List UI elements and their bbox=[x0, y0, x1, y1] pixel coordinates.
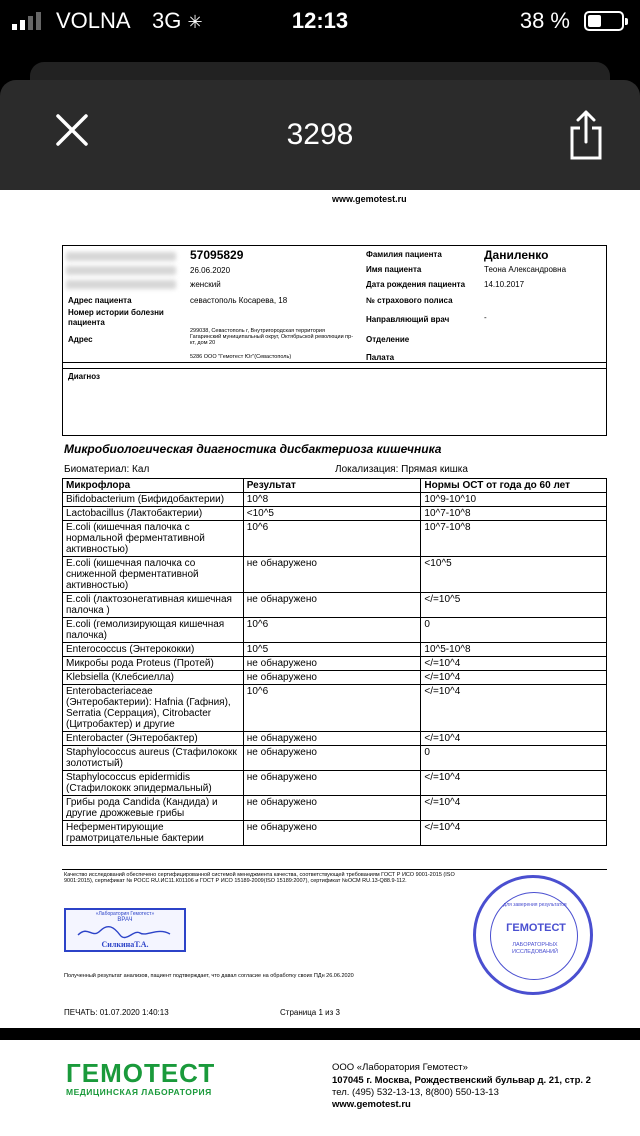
table-row bbox=[63, 771, 607, 796]
status-bar bbox=[0, 0, 640, 44]
diagnosis-label: Диагноз bbox=[68, 372, 100, 381]
localization: Локализация: Прямая кишка bbox=[335, 464, 468, 475]
result-cell: не обнаружено bbox=[243, 771, 421, 796]
quality-note: Качество исследований обеспечено сертифицированной системой менеджмента качества, соответствующей требованиям ГОСТ Р ИСО 9001-2015 (ISO 9001:2015), сертификат № РОСС RU.ИС11.К01106 и ГОСТ Р ИСО 15189-2009(ISO 15189:2007), сертификат №ОСМ RU.13-Q88.9-112. bbox=[64, 872, 455, 884]
norm-cell: </=10^4 bbox=[421, 671, 607, 685]
gender: женский bbox=[190, 280, 221, 289]
norm-cell: </=10^4 bbox=[421, 657, 607, 671]
signature-icon bbox=[74, 925, 184, 939]
viewer-header bbox=[0, 80, 640, 190]
microflora-cell: Lactobacillus (Лактобактерии) bbox=[63, 507, 244, 521]
microflora-cell: Klebsiella (Клебсиелла) bbox=[63, 671, 244, 685]
table-header-row bbox=[63, 479, 607, 493]
site-url-top: www.gemotest.ru bbox=[332, 194, 407, 204]
norm-cell: 10^9-10^10 bbox=[421, 493, 607, 507]
stamp-lab-text: «Лаборатория Гемотест» bbox=[95, 911, 155, 917]
microflora-cell: Неферментирующие грамотрицательные бактерии bbox=[63, 821, 244, 846]
seal-brand-text: ГЕМОТЕСТ bbox=[506, 922, 566, 934]
stamp-name-text: СилкинаТ.А. bbox=[101, 940, 149, 949]
table-row bbox=[63, 593, 607, 618]
share-icon[interactable] bbox=[566, 108, 606, 162]
result-cell: 10^6 bbox=[243, 618, 421, 643]
result-cell: не обнаружено bbox=[243, 593, 421, 618]
table-row bbox=[63, 557, 607, 593]
surname: Даниленко bbox=[484, 248, 549, 262]
table-row bbox=[63, 685, 607, 732]
microflora-cell: Enterococcus (Энтерококки) bbox=[63, 643, 244, 657]
microflora-cell: E.coli (гемолизирующая кишечная палочка) bbox=[63, 618, 244, 643]
norm-cell: 10^7-10^8 bbox=[421, 507, 607, 521]
patient-name: Теона Александровна bbox=[484, 265, 567, 274]
table-row bbox=[63, 732, 607, 746]
seal-top-text: для заверения результатов bbox=[503, 902, 567, 908]
norm-cell: </=10^4 bbox=[421, 796, 607, 821]
table-row bbox=[63, 643, 607, 657]
table-header-cell: Результат bbox=[243, 479, 421, 493]
result-cell: 10^6 bbox=[243, 521, 421, 557]
brand-subtitle: МЕДИЦИНСКАЯ ЛАБОРАТОРИЯ bbox=[66, 1087, 212, 1097]
norm-cell: </=10^4 bbox=[421, 821, 607, 846]
doctor-label: Направляющий врач bbox=[366, 315, 450, 324]
result-cell: не обнаружено bbox=[243, 821, 421, 846]
microflora-cell: Staphylococcus epidermidis (Стафилококк эпидермальный) bbox=[63, 771, 244, 796]
patient-address: севастополь Косарева, 18 bbox=[190, 296, 288, 305]
table-header-cell: Нормы ОСТ от года до 60 лет bbox=[421, 479, 607, 493]
order-number: 57095829 bbox=[190, 248, 244, 262]
consent-note: Полученный результат анализов, пациент подтверждает, что давал согласие на обработку своих ПДн 26.06.2020 bbox=[64, 973, 354, 979]
doctor-stamp bbox=[64, 908, 186, 952]
microflora-table bbox=[62, 478, 607, 846]
page-info: Страница 1 из 3 bbox=[280, 1008, 340, 1017]
microflora-cell: Микробы рода Proteus (Протей) bbox=[63, 657, 244, 671]
document-footer bbox=[0, 1040, 640, 1136]
table-row bbox=[63, 657, 607, 671]
microflora-cell: Staphylococcus aureus (Стафилококк золотистый) bbox=[63, 746, 244, 771]
print-info: ПЕЧАТЬ: 01.07.2020 1:40:13 bbox=[64, 1008, 169, 1017]
redacted-label bbox=[66, 280, 176, 289]
redacted-label bbox=[66, 266, 176, 275]
result-cell: <10^5 bbox=[243, 507, 421, 521]
table-row bbox=[63, 507, 607, 521]
table-row bbox=[63, 746, 607, 771]
microflora-cell: E.coli (кишечная палочка со сниженной ферментативной активностью) bbox=[63, 557, 244, 593]
result-cell: не обнаружено bbox=[243, 746, 421, 771]
microflora-cell: E.coli (лактозонегативная кишечная палочка ) bbox=[63, 593, 244, 618]
patient-address-label: Адрес пациента bbox=[68, 296, 132, 305]
microflora-cell: Enterobacter (Энтеробактер) bbox=[63, 732, 244, 746]
surname-label: Фамилия пациента bbox=[366, 250, 442, 259]
microflora-cell: Enterobacteriaceae (Энтеробактерии): Hafnia (Гафния), Serratia (Серрация), Citrobacter (Цитробактер) и другие bbox=[63, 685, 244, 732]
dob: 14.10.2017 bbox=[484, 280, 525, 289]
norm-cell: 0 bbox=[421, 746, 607, 771]
table-row bbox=[63, 521, 607, 557]
company-name: ООО «Лаборатория Гемотест» bbox=[332, 1062, 468, 1073]
biomaterial: Биоматериал: Кал bbox=[64, 464, 150, 475]
norm-cell: </=10^5 bbox=[421, 593, 607, 618]
brand-logo: ГЕМОТЕСТ bbox=[66, 1058, 216, 1088]
result-cell: не обнаружено bbox=[243, 657, 421, 671]
battery-percent: 38 % bbox=[519, 8, 570, 33]
dob-label: Дата рождения пациента bbox=[366, 280, 466, 289]
table-body bbox=[63, 493, 607, 846]
name-label: Имя пациента bbox=[366, 265, 422, 274]
result-cell: не обнаружено bbox=[243, 796, 421, 821]
section-title: Микробиологическая диагностика дисбактериоза кишечника bbox=[64, 442, 442, 456]
company-phones: тел. (495) 532-13-13, 8(800) 550-13-13 bbox=[332, 1087, 499, 1098]
document-title: 3298 bbox=[286, 118, 354, 151]
address-text: 299038, Севастополь г, Внутригородская территория Гагаринский муниципальный округ, Октябрьской революции пр-кт, дом 20 bbox=[190, 328, 354, 346]
norm-cell: 10^7-10^8 bbox=[421, 521, 607, 557]
table-row bbox=[63, 796, 607, 821]
company-address: 107045 г. Москва, Рождественский бульвар д. 21, стр. 2 bbox=[332, 1075, 591, 1086]
result-cell: не обнаружено bbox=[243, 732, 421, 746]
history-label: Номер истории болезни пациента bbox=[68, 308, 164, 327]
insurance-label: № страхового полиса bbox=[366, 296, 453, 305]
department-label: Отделение bbox=[366, 335, 410, 344]
table-row bbox=[63, 618, 607, 643]
redacted-label bbox=[66, 252, 176, 261]
result-cell: не обнаружено bbox=[243, 557, 421, 593]
microflora-cell: Bifidobacterium (Бифидобактерии) bbox=[63, 493, 244, 507]
doctor-value: - bbox=[484, 313, 487, 322]
norm-cell: </=10^4 bbox=[421, 771, 607, 796]
network-type: 3G ✳ bbox=[152, 8, 203, 33]
table-row bbox=[63, 671, 607, 685]
battery-icon bbox=[584, 11, 624, 31]
document-page[interactable] bbox=[0, 190, 640, 1028]
stamp-role-text: ВРАЧ bbox=[117, 917, 133, 923]
norm-cell: <10^5 bbox=[421, 557, 607, 593]
clock: 12:13 bbox=[291, 8, 349, 33]
norm-cell: </=10^4 bbox=[421, 732, 607, 746]
microflora-cell: Грибы рода Candida (Кандида) и другие дрожжевые грибы bbox=[63, 796, 244, 821]
result-cell: не обнаружено bbox=[243, 671, 421, 685]
result-cell: 10^8 bbox=[243, 493, 421, 507]
result-cell: 10^5 bbox=[243, 643, 421, 657]
activity-spinner-icon: ✳ bbox=[187, 12, 203, 32]
lab-seal bbox=[473, 875, 593, 995]
norm-cell: </=10^4 bbox=[421, 685, 607, 732]
company-site: www.gemotest.ru bbox=[332, 1099, 411, 1110]
order-date: 26.06.2020 bbox=[190, 266, 231, 275]
table-row bbox=[63, 493, 607, 507]
table-header-cell: Микрофлора bbox=[63, 479, 244, 493]
norm-cell: 10^5-10^8 bbox=[421, 643, 607, 657]
carrier-name: VOLNA bbox=[56, 8, 131, 33]
ward-label: Палата bbox=[366, 353, 395, 362]
result-cell: 10^6 bbox=[243, 685, 421, 732]
table-bottom-rule bbox=[62, 869, 607, 870]
address-label: Адрес bbox=[68, 335, 93, 344]
table-row bbox=[63, 821, 607, 846]
lab-line: 5286 ООО "Гемотест Юг"(Севастополь) bbox=[190, 354, 292, 360]
norm-cell: 0 bbox=[421, 618, 607, 643]
seal-sub-text: ЛАБОРАТОРНЫХ ИССЛЕДОВАНИЙ bbox=[511, 942, 559, 955]
microflora-cell: E.coli (кишечная палочка с нормальной ферментативной активностью) bbox=[63, 521, 244, 557]
